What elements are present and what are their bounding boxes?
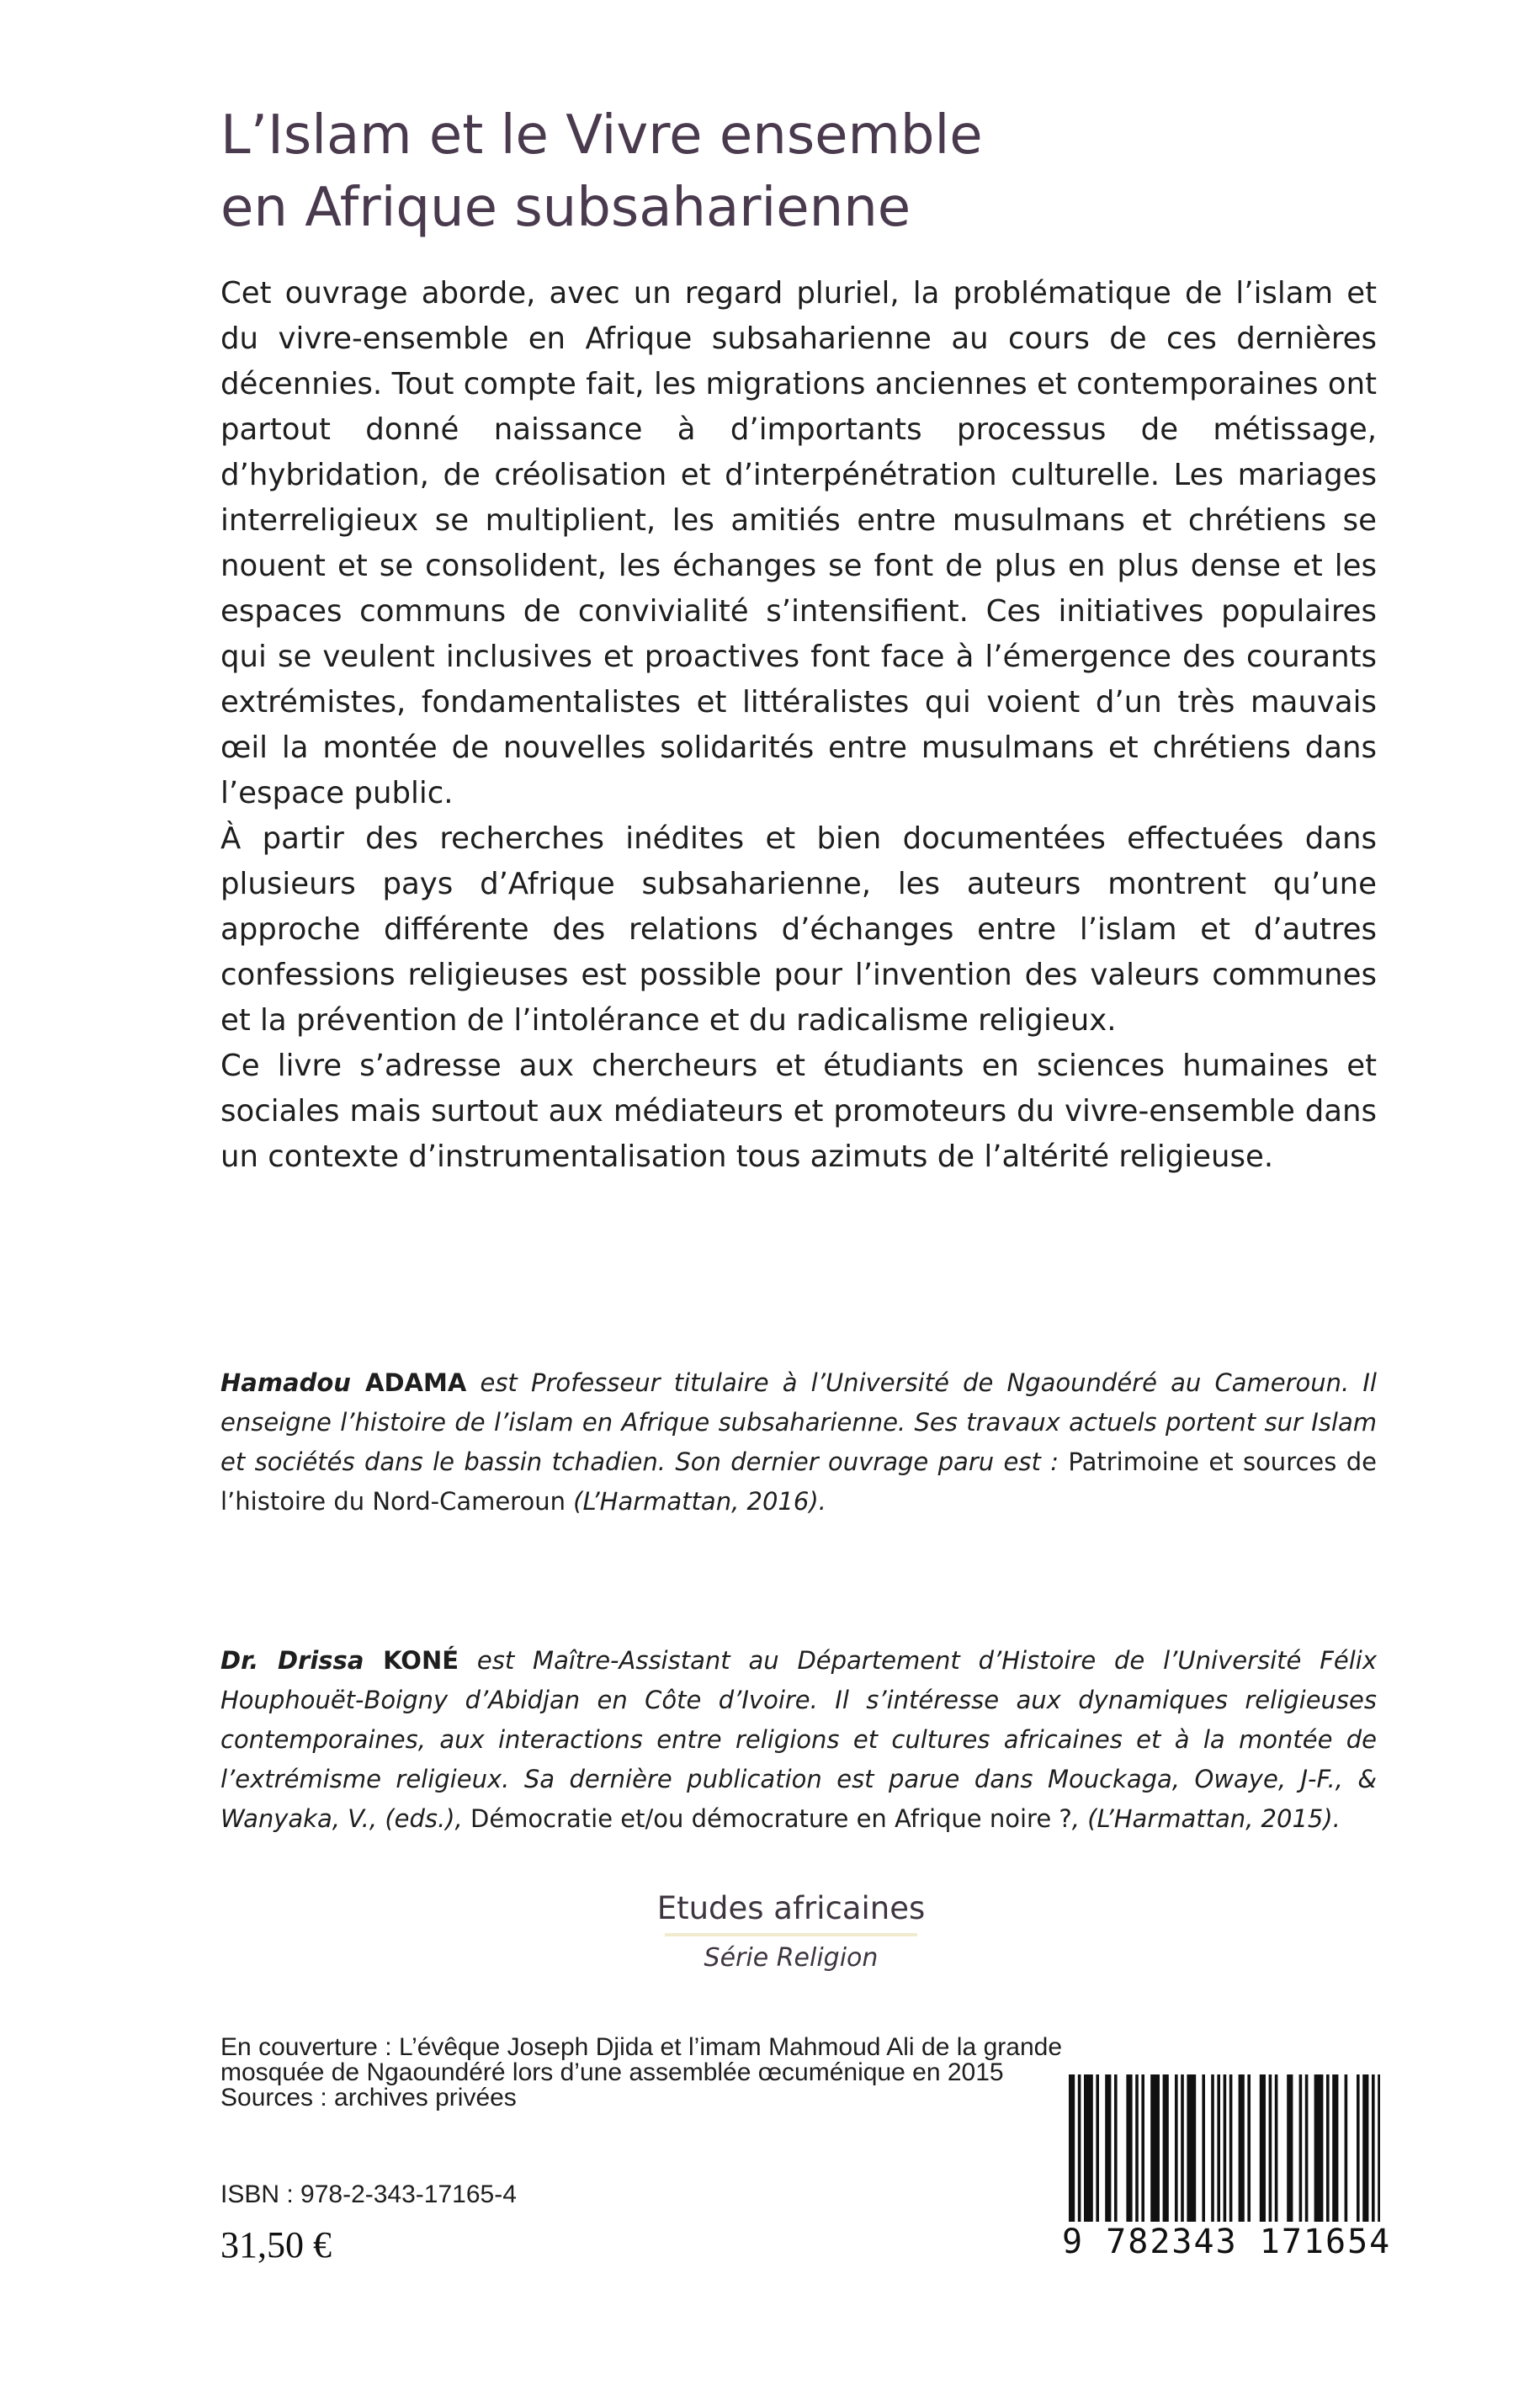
barcode-bar: [1217, 2074, 1220, 2222]
author-first-name: Dr. Drissa: [220, 1646, 364, 1675]
isbn: ISBN : 978-2-343-17165-4: [220, 2180, 517, 2208]
barcode-digits: 9 782343 171654: [1062, 2223, 1392, 2261]
barcode-bar: [1229, 2074, 1233, 2222]
barcode-bar: [1239, 2074, 1245, 2243]
barcode-bar: [1069, 2074, 1075, 2243]
barcode-bar: [1305, 2074, 1309, 2222]
barcode: [1052, 2074, 1392, 2293]
title-line-2: en Afrique subsaharienne: [220, 177, 911, 239]
cover-caption: En couverture : L’évêque Joseph Djida et l’imam Mahmoud Ali de la grande mosquée de Ngaoundéré lors d’une assemblée œcuménique en 2015: [220, 2033, 1062, 2086]
barcode-bar: [1287, 2074, 1293, 2222]
barcode-bar: [1175, 2074, 1178, 2222]
barcode-bar: [1114, 2074, 1118, 2222]
summary-paragraph-3: Ce livre s’adresse aux chercheurs et étudiants en sciences humaines et sociales mais surtout aux médiateurs et promoteurs du vivre-ensemble dans un contexte d’instrumentalisation tous azimuts de l’altérité religieuse.: [220, 1049, 1377, 1174]
series-block: [640, 1888, 943, 1975]
cover-credits: [220, 2035, 1062, 2111]
series-subtitle: Série Religion: [704, 1943, 879, 1973]
summary: [220, 271, 1377, 1180]
barcode-bar: [1135, 2074, 1139, 2222]
author-book-title: Démocratie et/ou démocrature en Afrique noire ?: [470, 1804, 1072, 1833]
barcode-bar: [1126, 2074, 1132, 2222]
barcode-bar: [1202, 2074, 1205, 2222]
price: 31,50 €: [220, 2224, 332, 2265]
author-bio-end: (L’Harmattan, 2016).: [565, 1487, 826, 1516]
barcode-bar: [1163, 2074, 1169, 2222]
author-first-name: Hamadou: [220, 1368, 351, 1397]
barcode-bar: [1084, 2074, 1093, 2222]
author-bio-text: est Professeur titulaire à l’Université de Ngaoundéré au Cameroun. Il enseigne l’histoire de l’islam en Afrique subsaharienne. Ses travaux actuels portent sur Islam et sociétés dans le bassin tchadien. Son dernier ouvrage paru est :: [220, 1368, 1377, 1476]
author-last-name: ADAMA: [365, 1368, 467, 1397]
barcode-bar: [1299, 2074, 1303, 2222]
author-last-name: KONÉ: [383, 1646, 459, 1675]
barcode-bar: [1096, 2074, 1099, 2222]
barcode-bar: [1224, 2074, 1227, 2222]
summary-paragraph-1: Cet ouvrage aborde, avec un regard pluriel, la problématique de l’islam et du vivre-ensemble en Afrique subsaharienne au cours de ces dernières décennies. Tout compte fait, les migrations anciennes et contemporaines ont partout donné naissance à d’importants processus de métissage, d’hybridation, de créolisation et d’interpénétration culturelle. Les mariages interreligieux se multiplient, les amitiés entre musulmans et chrétiens se nouent et se consolident, les échanges se font de plus en plus dense et les espaces communs de convivialité s’intensifient. Ces initiatives populaires qui se veulent inclusives et proactives font face à l’émergence des courants extrémistes, fondamentalistes et littéralistes qui voient d’un très mauvais œil la montée de nouvelles solidarités entre musulmans et chrétiens dans l’espace public.: [220, 276, 1377, 810]
barcode-bar: [1314, 2074, 1324, 2222]
barcode-bar: [1326, 2074, 1330, 2222]
barcode-bar: [1372, 2074, 1375, 2222]
barcode-bar: [1150, 2074, 1160, 2222]
barcode-bar: [1362, 2074, 1368, 2222]
barcode-bar: [1078, 2074, 1081, 2243]
author-bio-text: est Maître-Assistant au Département d’Histoire de l’Université Félix Houphouët-Boigny d’Abidjan en Côte d’Ivoire. Il s’intéresse aux dynamiques religieuses contemporaines, aux interactions entre religions et cultures africaines et à la montée de l’extrémisme religieux. Sa dernière publication est parue dans Mouckaga, Owaye, J-F., & Wanyaka, V., (eds.),: [220, 1646, 1377, 1833]
barcode-bar: [1105, 2074, 1111, 2222]
summary-paragraph-2: À partir des recherches inédites et bien documentées effectuées dans plusieurs pays d’Afrique subsaharienne, les auteurs montrent qu’une approche différente des relations d’échanges entre l’islam et d’autres confessions religieuses est possible pour l’invention des valeurs communes et la prévention de l’intolérance et du radicalisme religieux.: [220, 821, 1377, 1038]
barcode-bar: [1141, 2074, 1144, 2222]
barcode-bar: [1357, 2074, 1360, 2222]
barcode-bar: [1275, 2074, 1278, 2222]
barcode-bar: [1187, 2074, 1196, 2222]
sources-line: Sources : archives privées: [220, 2084, 517, 2111]
barcode-bar: [1378, 2074, 1380, 2222]
series-name: Etudes africaines: [656, 1890, 926, 1926]
barcode-bar: [1269, 2074, 1272, 2222]
barcode-bar: [1332, 2074, 1338, 2222]
author-bio-kone: [220, 1641, 1377, 1839]
barcode-bar: [1181, 2074, 1184, 2222]
barcode-bar: [1345, 2074, 1348, 2222]
barcode-bar: [1211, 2074, 1214, 2222]
book-title: [220, 99, 1399, 244]
barcode-bar: [1260, 2074, 1266, 2222]
barcode-bar: [1247, 2074, 1251, 2243]
author-bio-end: , (L’Harmattan, 2015).: [1071, 1804, 1341, 1833]
author-bio-adama: [220, 1363, 1377, 1522]
title-line-1: L’Islam et le Vivre ensemble: [220, 104, 983, 167]
author-book-title: Patrimoine et sources de l’histoire du Nord-Cameroun: [220, 1447, 1378, 1516]
series-divider: [665, 1933, 917, 1936]
